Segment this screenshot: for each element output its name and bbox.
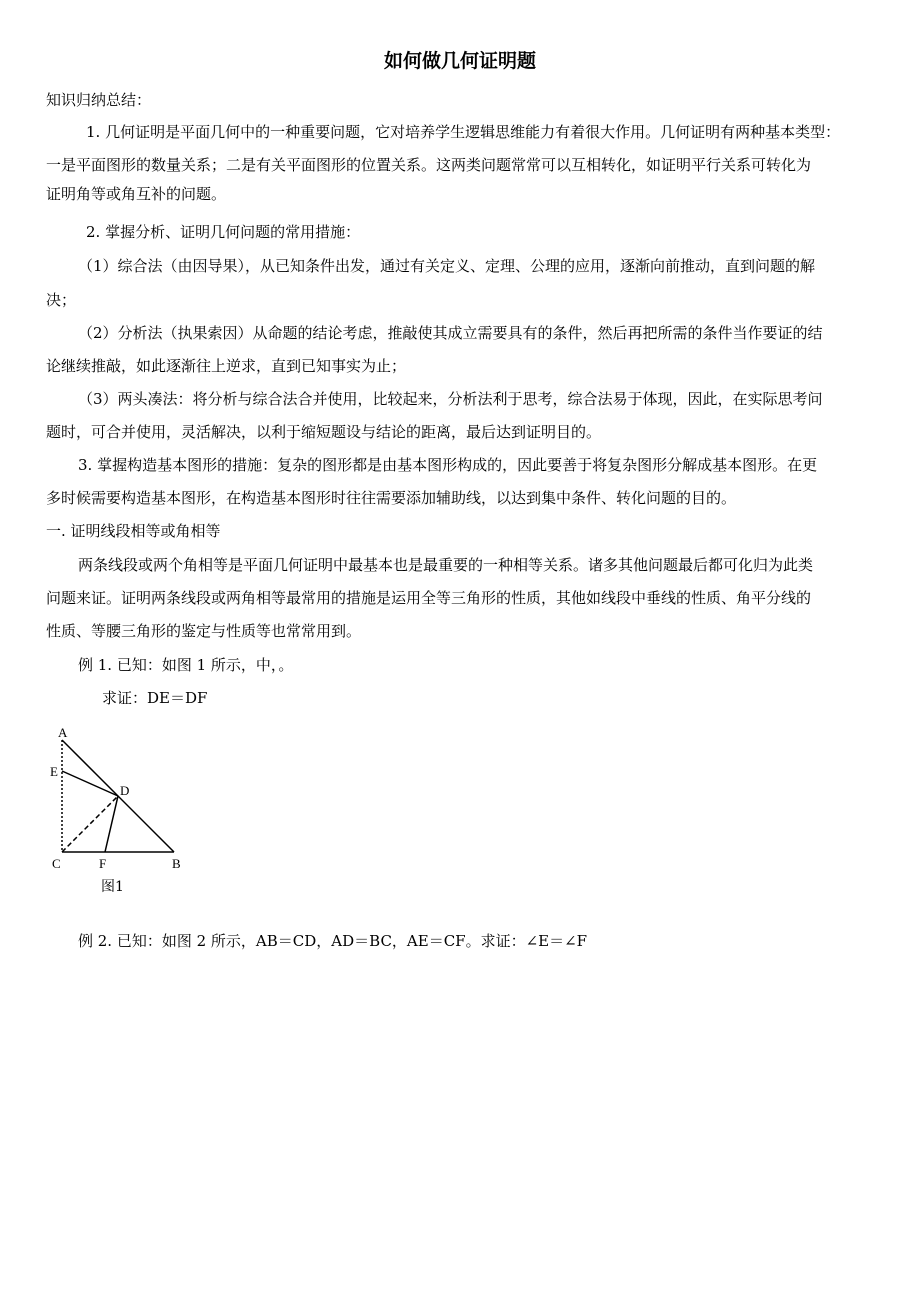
label-a: A [58,725,68,740]
text-line: 证明角等或角互补的问题。 [46,185,227,203]
section-heading: 一. 证明线段相等或角相等 [46,522,221,540]
text-line: 多时候需要构造基本图形，在构造基本图形时往往需要添加辅助线，以达到集中条件、转化问题的目的。 [46,489,737,507]
text-line: 两条线段或两个角相等是平面几何证明中最基本也是最重要的一种相等关系。诸多其他问题最后都可化归为此类 [78,556,814,574]
label-e: E [50,764,58,779]
text-line: 1. 几何证明是平面几何中的一种重要问题，它对培养学生逻辑思维能力有着很大作用。几何证明有两种基本类型： [86,123,841,141]
segment-ed [62,771,118,796]
text-line: 题时，可合并使用，灵活解决，以利于缩短题设与结论的距离，最后达到证明目的。 [46,423,602,441]
segment-df [105,796,118,852]
text-line: 3. 掌握构造基本图形的措施：复杂的图形都是由基本图形构成的，因此要善于将复杂图形分解成基本图形。在更 [78,456,818,474]
text-line: 论继续推敲，如此逐渐往上逆求，直到已知事实为止； [46,357,407,375]
text-line: 2. 掌握分析、证明几何问题的常用措施： [86,223,361,241]
text-line: 例 1. 已知：如图 1 所示，中，。 [78,656,294,674]
page-title: 如何做几何证明题 [383,50,536,72]
text-line: （2）分析法（执果索因）从命题的结论考虑，推敲使其成立需要具有的条件，然后再把所需的条件当作要证的结 [78,324,823,342]
label-c: C [52,856,61,871]
text-line: 一是平面图形的数量关系；二是有关平面图形的位置关系。这两类问题常常可以互相转化，如证明平行关系可转化为 [46,156,812,174]
figure-caption: 图1 [101,879,124,895]
label-b: B [172,856,181,871]
label-d: D [120,783,130,798]
segment-cd [62,796,118,852]
text-line: 知识归纳总结： [46,91,152,109]
text-line: （3）两头凑法：将分析与综合法合并使用，比较起来，分析法利于思考，综合法易于体现，因此，在实际思考问 [78,390,823,408]
text-line: 例 2. 已知：如图 2 所示，AB＝CD，AD＝BC，AE＝CF。求证：∠E＝∠F [78,932,588,950]
label-f: F [99,856,107,871]
text-line: 决； [46,291,77,309]
text-line: 问题来证。证明两条线段或两角相等最常用的措施是运用全等三角形的性质，其他如线段中垂线的性质、角平分线的 [46,589,812,607]
text-line: 求证：DE＝DF [102,689,208,707]
text-line: （1）综合法（由因导果），从已知条件出发，通过有关定义、定理、公理的应用，逐渐向前推动，直到问题的解 [78,257,816,275]
text-line: 性质、等腰三角形的鉴定与性质等也常常用到。 [46,622,362,640]
